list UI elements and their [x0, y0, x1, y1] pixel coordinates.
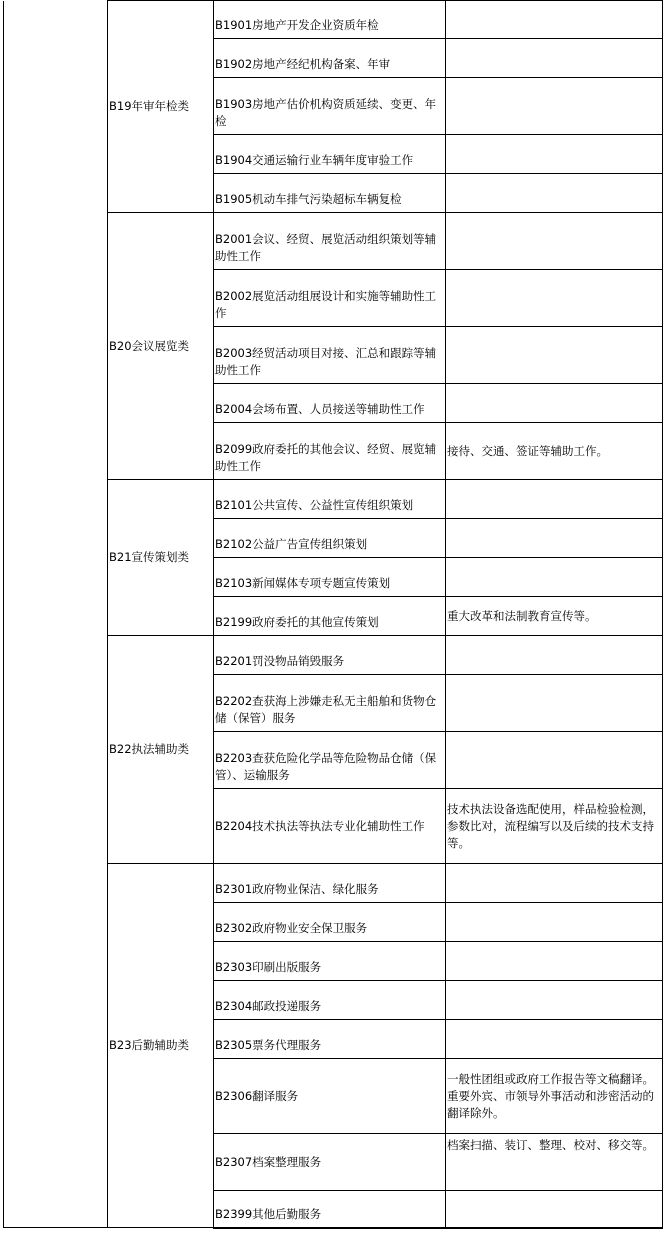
note-cell [446, 558, 663, 597]
note-cell [446, 270, 663, 327]
table-body [4, 1, 663, 1228]
note-cell [446, 636, 663, 675]
item-cell: B2204技术执法等执法专业化辅助性工作 [214, 789, 446, 864]
item-cell: B1905机动车排气污染超标车辆复检 [214, 174, 446, 213]
note-cell [446, 675, 663, 732]
note-cell: 一般性团组或政府工作报告等文稿翻译。重要外宾、市领导外事活动和涉密活动的翻译除外。 [446, 1059, 663, 1134]
service-catalog-table [3, 0, 663, 1229]
item-cell: B2002展览活动组展设计和实施等辅助性工作 [214, 270, 446, 327]
note-cell: 档案扫描、装订、整理、校对、移交等。 [446, 1134, 663, 1191]
note-cell [446, 732, 663, 789]
item-cell: B2306翻译服务 [214, 1059, 446, 1134]
category-cell: B21宣传策划类 [108, 480, 214, 636]
note-cell [446, 981, 663, 1020]
item-cell: B2202查获海上涉嫌走私无主船舶和货物仓储（保管）服务 [214, 675, 446, 732]
left-blank-column [4, 1, 108, 1228]
item-cell: B2203查获危险化学品等危险物品仓储（保管）、运输服务 [214, 732, 446, 789]
note-cell [446, 519, 663, 558]
table-row [4, 1, 663, 39]
item-cell: B2001会议、经贸、展览活动组织策划等辅助性工作 [214, 213, 446, 270]
item-cell: B2307档案整理服务 [214, 1134, 446, 1191]
note-cell [446, 942, 663, 981]
note-cell [446, 480, 663, 519]
item-cell: B2302政府物业安全保卫服务 [214, 903, 446, 942]
note-cell [446, 327, 663, 384]
item-cell: B2304邮政投递服务 [214, 981, 446, 1020]
item-cell: B2003经贸活动项目对接、汇总和跟踪等辅助性工作 [214, 327, 446, 384]
note-cell [446, 903, 663, 942]
category-cell: B20会议展览类 [108, 213, 214, 480]
item-cell: B1904交通运输行业车辆年度审验工作 [214, 135, 446, 174]
item-cell: B2305票务代理服务 [214, 1020, 446, 1059]
category-cell: B22执法辅助类 [108, 636, 214, 864]
item-cell: B2399其他后勤服务 [214, 1191, 446, 1228]
item-cell: B2103新闻媒体专项专题宣传策划 [214, 558, 446, 597]
note-cell [446, 78, 663, 135]
note-cell [446, 174, 663, 213]
category-cell: B19年审年检类 [108, 1, 214, 213]
note-cell [446, 1191, 663, 1228]
note-cell: 技术执法设备选配使用，样品检验检测，参数比对，流程编写以及后续的技术支持等。 [446, 789, 663, 864]
item-cell: B2102公益广告宣传组织策划 [214, 519, 446, 558]
note-cell: 重大改革和法制教育宣传等。 [446, 597, 663, 636]
note-cell [446, 39, 663, 78]
item-cell: B1901房地产开发企业资质年检 [214, 1, 446, 39]
item-cell: B2201罚没物品销毁服务 [214, 636, 446, 675]
item-cell: B2199政府委托的其他宣传策划 [214, 597, 446, 636]
item-cell: B2004会场布置、人员接送等辅助性工作 [214, 384, 446, 423]
note-cell [446, 1020, 663, 1059]
item-cell: B2099政府委托的其他会议、经贸、展览辅助性工作 [214, 423, 446, 480]
item-cell: B1903房地产估价机构资质延续、变更、年检 [214, 78, 446, 135]
item-cell: B2303印刷出版服务 [214, 942, 446, 981]
item-cell: B1902房地产经纪机构备案、年审 [214, 39, 446, 78]
note-cell [446, 213, 663, 270]
item-cell: B2101公共宣传、公益性宣传组织策划 [214, 480, 446, 519]
note-cell [446, 864, 663, 903]
note-cell [446, 1, 663, 39]
note-cell [446, 135, 663, 174]
note-cell: 接待、交通、签证等辅助工作。 [446, 423, 663, 480]
note-cell [446, 384, 663, 423]
item-cell: B2301政府物业保洁、绿化服务 [214, 864, 446, 903]
category-cell: B23后勤辅助类 [108, 864, 214, 1228]
